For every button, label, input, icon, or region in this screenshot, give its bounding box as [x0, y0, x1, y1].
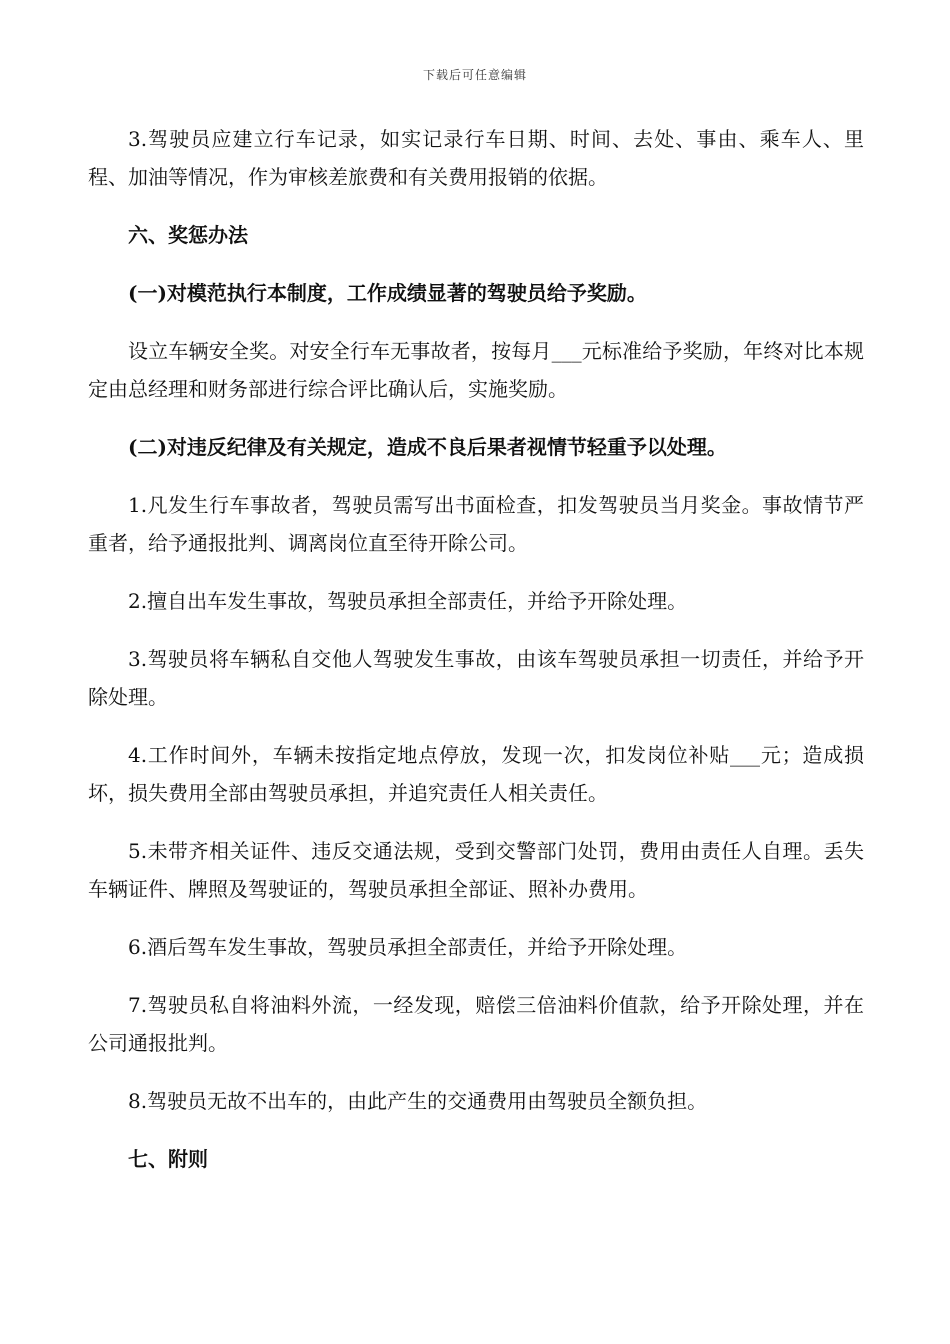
subsection-heading-rewards: (一)对模范执行本制度，工作成绩显著的驾驶员给予奖励。	[128, 281, 647, 305]
paragraph-penalty-1: 1.凡发生行车事故者，驾驶员需写出书面检查，扣发驾驶员当月奖金。事故情节严重者，给予通报批判、调离岗位直至待开除公司。	[88, 493, 864, 555]
paragraph-penalty-6: 6.酒后驾车发生事故，驾驶员承担全部责任，并给予开除处理。	[128, 935, 688, 959]
paragraph-penalty-7: 7.驾驶员私自将油料外流，一经发现，赔偿三倍油料价值款，给予开除处理，并在公司通报批判。	[88, 993, 864, 1055]
paragraph-penalty-4: 4.工作时间外，车辆未按指定地点停放，发现一次，扣发岗位补贴___元；造成损坏，损失费用全部由驾驶员承担，并追究责任人相关责任。	[88, 743, 864, 805]
subsection-heading-penalties: (二)对违反纪律及有关规定，造成不良后果者视情节轻重予以处理。	[128, 435, 727, 459]
section-heading-appendix: 七、附则	[128, 1147, 208, 1171]
paragraph-penalty-2: 2.擅自出车发生事故，驾驶员承担全部责任，并给予开除处理。	[128, 589, 688, 613]
paragraph-item-3-record: 3.驾驶员应建立行车记录，如实记录行车日期、时间、去处、事由、乘车人、里程、加油等情况，作为审核差旅费和有关费用报销的依据。	[88, 127, 864, 189]
paragraph-penalty-5: 5.未带齐相关证件、违反交通法规，受到交警部门处罚，费用由责任人自理。丢失车辆证件、牌照及驾驶证的，驾驶员承担全部证、照补办费用。	[88, 839, 864, 901]
paragraph-penalty-8: 8.驾驶员无故不出车的，由此产生的交通费用由驾驶员全额负担。	[128, 1089, 708, 1113]
paragraph-penalty-3: 3.驾驶员将车辆私自交他人驾驶发生事故，由该车驾驶员承担一切责任，并给予开除处理。	[88, 647, 864, 709]
paragraph-safety-award: 设立车辆安全奖。对安全行车无事故者，按每月___元标准给予奖励，年终对比本规定由总经理和财务部进行综合评比确认后，实施奖励。	[88, 339, 864, 401]
page-header: 下载后可任意编辑	[422, 68, 527, 82]
section-heading-rewards-penalties: 六、奖惩办法	[128, 223, 248, 247]
document-body	[88, 120, 864, 1198]
